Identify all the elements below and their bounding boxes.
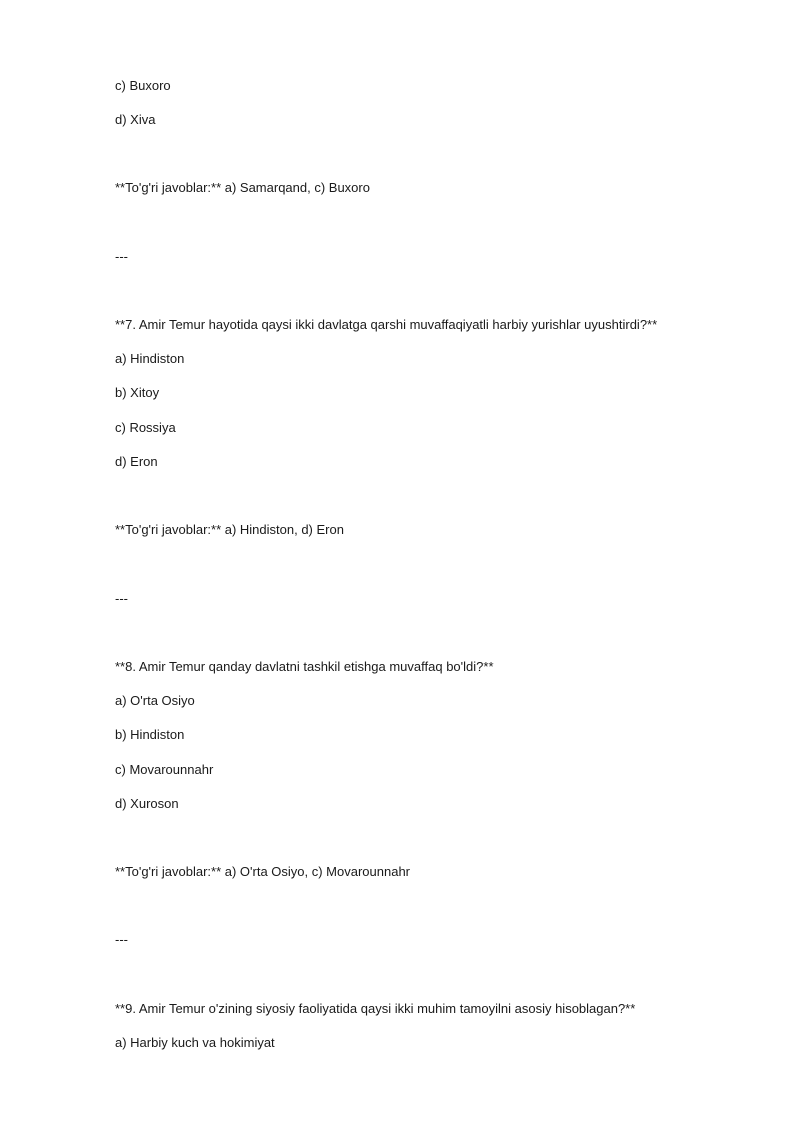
option-7b: b) Xitoy — [115, 385, 160, 400]
answer-8: **To'g'ri javoblar:** a) O'rta Osiyo, c) Movarounnahr — [115, 864, 411, 879]
separator-1: --- — [115, 249, 128, 264]
option-7c: c) Rossiya — [115, 420, 176, 435]
separator-3: --- — [115, 932, 128, 947]
question-7: **7. Amir Temur hayotida qaysi ikki davlatga qarshi muvaffaqiyatli harbiy yurishlar uyushtirdi?** — [115, 317, 658, 332]
option-9a: a) Harbiy kuch va hokimiyat — [115, 1035, 275, 1050]
option-6c: c) Buxoro — [115, 78, 171, 93]
option-6d: d) Xiva — [115, 112, 156, 127]
option-8d: d) Xuroson — [115, 796, 179, 811]
option-7d: d) Eron — [115, 454, 158, 469]
question-8: **8. Amir Temur qanday davlatni tashkil etishga muvaffaq bo'ldi?** — [115, 659, 494, 674]
separator-2: --- — [115, 591, 128, 606]
option-8a: a) O'rta Osiyo — [115, 693, 195, 708]
question-9: **9. Amir Temur o'zining siyosiy faoliyatida qaysi ikki muhim tamoyilni asosiy hisoblagan?** — [115, 1001, 636, 1016]
option-8b: b) Hindiston — [115, 727, 185, 742]
answer-6: **To'g'ri javoblar:** a) Samarqand, c) Buxoro — [115, 180, 370, 195]
option-7a: a) Hindiston — [115, 351, 185, 366]
answer-7: **To'g'ri javoblar:** a) Hindiston, d) Eron — [115, 522, 344, 537]
option-8c: c) Movarounnahr — [115, 762, 214, 777]
